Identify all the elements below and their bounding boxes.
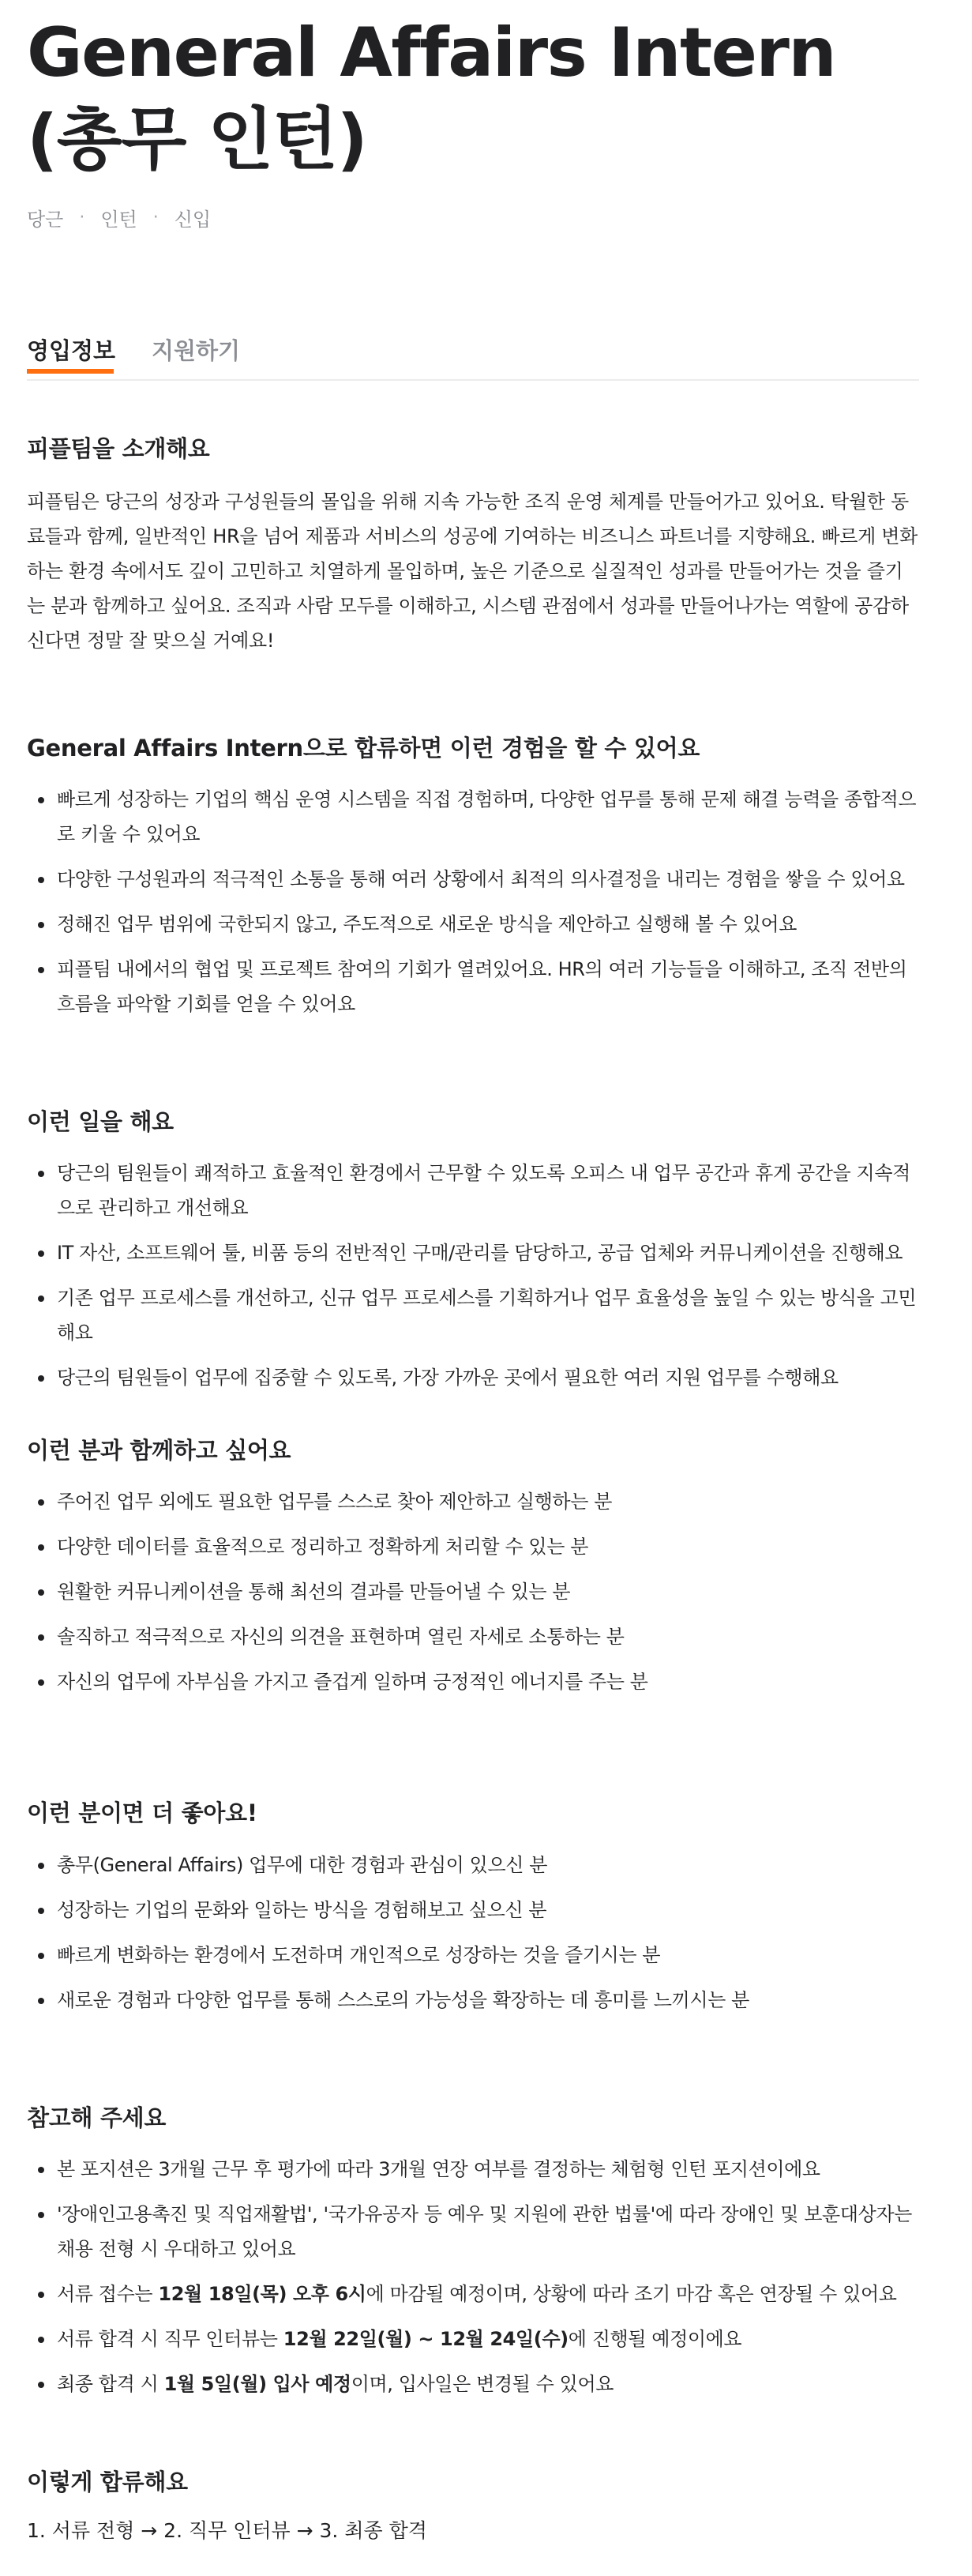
interview-date-highlight: 12월 22일(월) ~ 12월 24일(수) [283,2328,569,2350]
meta-company: 당근 [27,209,64,231]
meta-type: 인턴 [100,209,137,231]
list-item: 당근의 팀원들이 쾌적하고 효율적인 환경에서 근무할 수 있도록 오피스 내 업무 공간과 휴게 공간을 지속적으로 관리하고 개선해요 [27,1156,919,1225]
meta-separator: · [79,208,85,228]
list-item: 기존 업무 프로세스를 개선하고, 신규 업무 프로세스를 기획하거나 업무 효율성을 높일 수 있는 방식을 고민해요 [27,1280,919,1350]
start-date-highlight: 1월 5일(월) 입사 예정 [163,2373,351,2395]
list-item: 다양한 구성원과의 적극적인 소통을 통해 여러 상황에서 최적의 의사결정을 내리는 경험을 쌓을 수 있어요 [27,862,919,897]
section-heading-wanted: 이런 분과 함께하고 싶어요 [27,1437,291,1464]
tab-job-info[interactable]: 영입정보 [27,337,116,364]
duties-list [27,1156,919,1405]
preferred-list [27,1848,919,2028]
meta-career: 신입 [174,209,212,231]
section-heading-process: 이렇게 합류해요 [27,2469,188,2495]
wanted-list [27,1484,919,1709]
note-text: 에 마감될 예정이며, 상황에 따라 조기 마감 혹은 연장될 수 있어요 [366,2283,897,2305]
intro-paragraph: 피플팀은 당근의 성장과 구성원들의 몰입을 위해 지속 가능한 조직 운영 체계를 만들어가고 있어요. 탁월한 동료들과 함께, 일반적인 HR을 넘어 제품과 서비스의 성공에 기여하는 비즈니스 파트너를 지향해요. 빠르게 변화하는 환경 속에서도 깊이 고민하고 치열하게 몰입하며, 높은 기준으로 실질적인 성과를 만들어가는 것을 즐기는 분과 함께하고 싶어요. 조직과 사람 모두를 이해하고, 시스템 관점에서 성과를 만들어나가는 역할에 공감하신다면 정말 잘 맞으실 거예요! [27,491,918,652]
list-item [27,2367,919,2401]
list-item: 본 포지션은 3개월 근무 후 평가에 따라 3개월 연장 여부를 결정하는 체험형 인턴 포지션이에요 [27,2152,919,2187]
list-item: IT 자산, 소프트웨어 툴, 비품 등의 전반적인 구매/관리를 담당하고, 공급 업체와 커뮤니케이션을 진행해요 [27,1235,919,1270]
experience-list [27,782,919,1032]
hiring-process-steps: 1. 서류 전형 → 2. 직무 인터뷰 → 3. 최종 합격 [27,2519,427,2542]
tab-apply[interactable]: 지원하기 [152,337,241,364]
active-tab-indicator [27,369,114,374]
section-heading-preferred: 이런 분이면 더 좋아요! [27,1799,257,1826]
section-heading-intro: 피플팀을 소개해요 [27,435,210,462]
note-text: 에 진행될 예정이에요 [568,2328,742,2350]
job-meta [27,204,211,231]
list-item: 빠르게 변화하는 환경에서 도전하며 개인적으로 성장하는 것을 즐기시는 분 [27,1938,919,1972]
list-item: 빠르게 성장하는 기업의 핵심 운영 시스템을 직접 경험하며, 다양한 업무를 통해 문제 해결 능력을 종합적으로 키울 수 있어요 [27,782,919,852]
list-item: 총무(General Affairs) 업무에 대한 경험과 관심이 있으신 분 [27,1848,919,1882]
meta-separator: · [152,208,159,228]
list-item: 피플팀 내에서의 협업 및 프로젝트 참여의 기회가 열려있어요. HR의 여러 기능들을 이해하고, 조직 전반의 흐름을 파악할 기회를 얻을 수 있어요 [27,952,919,1021]
note-text: 서류 접수는 [57,2283,159,2305]
page-title: General Affairs Intern (총무 인턴) [27,13,836,179]
note-text: 최종 합격 시 [57,2373,164,2395]
tab-bar [27,324,919,381]
list-item: 정해진 업무 범위에 국한되지 않고, 주도적으로 새로운 방식을 제안하고 실행해 볼 수 있어요 [27,907,919,942]
list-item [27,2277,919,2311]
list-item: 다양한 데이터를 효율적으로 정리하고 정확하게 처리할 수 있는 분 [27,1529,919,1564]
list-item: 성장하는 기업의 문화와 일하는 방식을 경험해보고 싶으신 분 [27,1893,919,1927]
list-item: 자신의 업무에 자부심을 가지고 즐겁게 일하며 긍정적인 에너지를 주는 분 [27,1664,919,1699]
section-heading-notes: 참고해 주세요 [27,2104,167,2131]
list-item: 솔직하고 적극적으로 자신의 의견을 표현하며 열린 자세로 소통하는 분 [27,1619,919,1654]
list-item: 주어진 업무 외에도 필요한 업무를 스스로 찾아 제안하고 실행하는 분 [27,1484,919,1519]
notes-list [27,2152,919,2412]
list-item: '장애인고용촉진 및 직업재활법', '국가유공자 등 예우 및 지원에 관한 법률'에 따라 장애인 및 보훈대상자는 채용 전형 시 우대하고 있어요 [27,2197,919,2266]
deadline-highlight: 12월 18일(목) 오후 6시 [158,2283,366,2305]
note-text: 서류 합격 시 직무 인터뷰는 [57,2328,283,2350]
section-heading-duties: 이런 일을 해요 [27,1108,174,1135]
list-item: 당근의 팀원들이 업무에 집중할 수 있도록, 가장 가까운 곳에서 필요한 여러 지원 업무를 수행해요 [27,1360,919,1395]
note-text: 이며, 입사일은 변경될 수 있어요 [351,2373,614,2395]
section-heading-experience: General Affairs Intern으로 합류하면 이런 경험을 할 수 있어요 [27,735,700,762]
list-item: 새로운 경험과 다양한 업무를 통해 스스로의 가능성을 확장하는 데 흥미를 느끼시는 분 [27,1983,919,2018]
list-item: 원활한 커뮤니케이션을 통해 최선의 결과를 만들어낼 수 있는 분 [27,1574,919,1609]
list-item [27,2322,919,2356]
